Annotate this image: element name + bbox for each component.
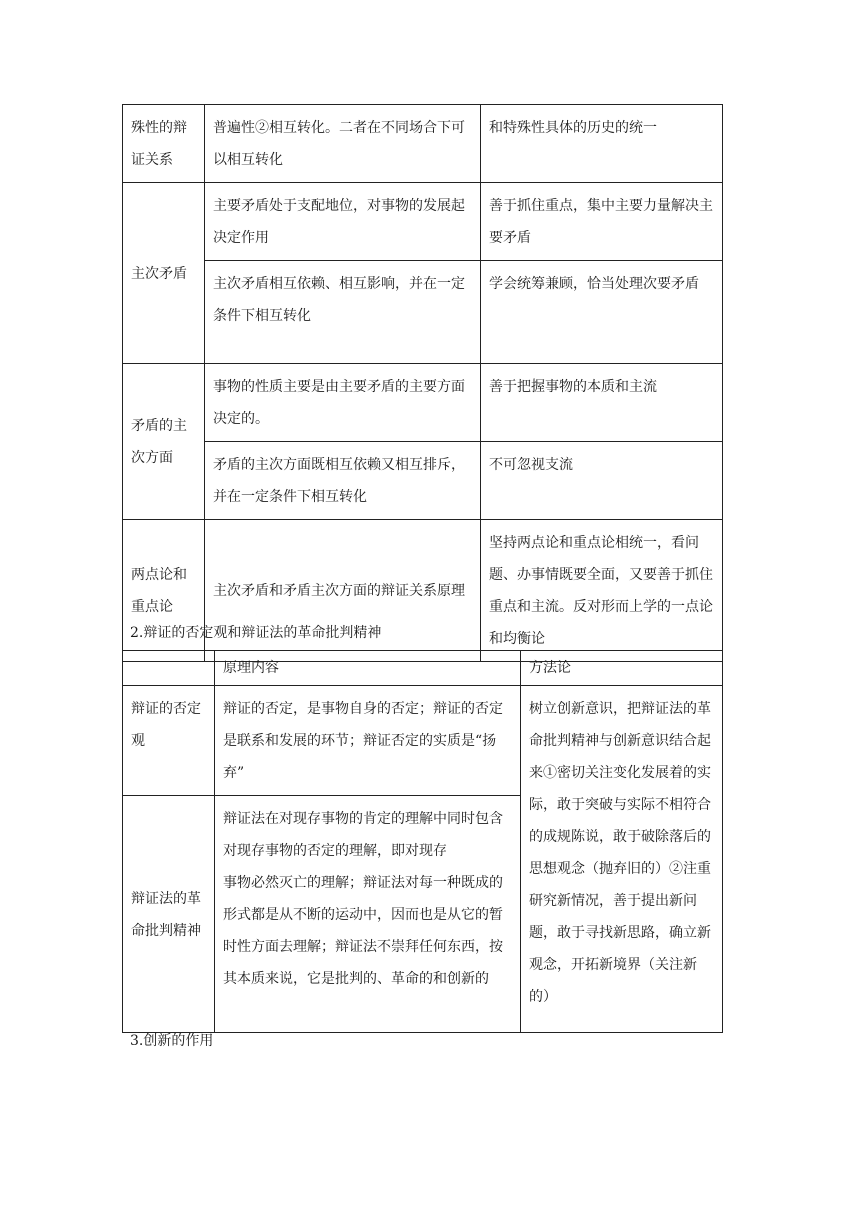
dialectics-table-2 (122, 650, 723, 1033)
cell-primary-contradiction-method: 善于抓住重点，集中主要力量解决主要矛盾 (481, 183, 723, 261)
cell-negation-title: 辩证的否定观 (123, 686, 215, 796)
cell-critical-spirit-title: 辩证法的革命批判精神 (123, 796, 215, 1033)
cell-primary-contradiction-principle: 主要矛盾处于支配地位，对事物的发展起决定作用 (205, 183, 481, 261)
cell-aspects-essence-method: 善于把握事物的本质和主流 (481, 364, 723, 442)
cell-interdependence-principle: 主次矛盾相互依赖、相互影响，并在一定 条件下相互转化 (205, 261, 481, 364)
section-caption-2: 2.辩证的否定观和辩证法的革命批判精神 (130, 625, 382, 641)
cell-aspects-relation-principle: 矛盾的主次方面既相互依赖又相互排斥，并在一定条件下相互转化 (205, 442, 481, 520)
cell-universality-principle: 普遍性②相互转化。二者在不同场合下可以相互转化 (205, 105, 481, 183)
section-caption-3: 3.创新的作用 (130, 1033, 214, 1049)
cell-innovation-method: 树立创新意识，把辩证法的革命批判精神与创新意识结合起来①密切关注变化发展着的实际，敢于突破与实际不相符合的成规陈说，敢于破除落后的思想观念（抛弃旧的）②注重研究新情况，善于提出新问题，敢于寻找新思路，确立新观念，开拓新境界（关注新的） (521, 686, 723, 1033)
cell-two-point-principle: 主次矛盾和矛盾主次方面的辩证关系原理 (205, 520, 481, 662)
header-principle: 原理内容 (215, 651, 521, 686)
cell-aspects-title: 矛盾的主次方面 (123, 364, 205, 520)
header-empty (123, 651, 215, 686)
cell-primary-secondary-title: 主次矛盾 (123, 183, 205, 364)
cell-critical-spirit-principle: 辩证法在对现存事物的肯定的理解中同时包含对现存事物的否定的理解，即对现存 事物必然灭亡的理解；辩证法对每一种既成的形式都是从不断的运动中，因而也是从它的暂时性方面去理解；辩证法不崇拜任何东西，按其本质来说，它是批判的、革命的和创新的 (215, 796, 521, 1033)
cell-two-point-method: 坚持两点论和重点论相统一，看问题、办事情既要全面，又要善于抓住重点和主流。反对形而上学的一点论和均衡论 (481, 520, 723, 662)
cell-universality-method: 和特殊性具体的历史的统一 (481, 105, 723, 183)
cell-negation-principle: 辩证的否定，是事物自身的否定；辩证的否定是联系和发展的环节；辩证否定的实质是“扬弃” (215, 686, 521, 796)
dialectics-table-1 (122, 104, 723, 662)
cell-secondary-contradiction-method: 学会统筹兼顾，恰当处理次要矛盾 (481, 261, 723, 364)
cell-two-point-title: 两点论和重点论 (123, 520, 205, 662)
cell-aspects-nature-principle: 事物的性质主要是由主要矛盾的主要方面决定的。 (205, 364, 481, 442)
cell-aspects-branch-method: 不可忽视支流 (481, 442, 723, 520)
header-method: 方法论 (521, 651, 723, 686)
cell-universality-title: 殊性的辩证关系 (123, 105, 205, 183)
